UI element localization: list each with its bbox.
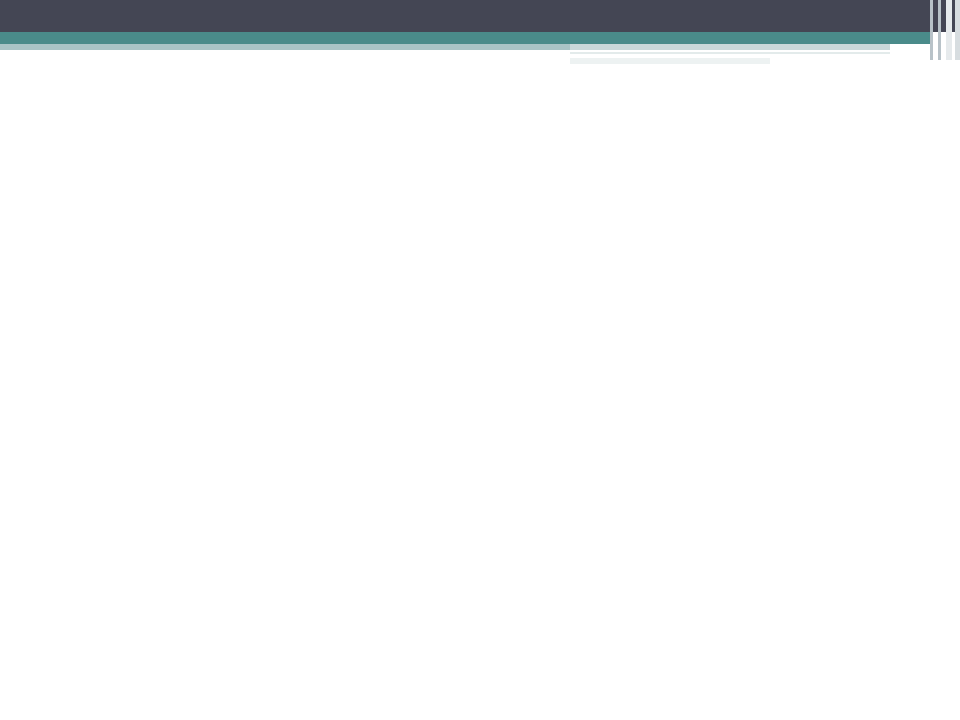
- corner-bar: [946, 0, 952, 60]
- header-light-stripe-right: [570, 44, 890, 50]
- header-bar: [0, 0, 960, 32]
- corner-bar: [930, 0, 933, 60]
- corner-bar: [955, 0, 960, 60]
- header-light-stripe: [0, 44, 570, 50]
- header-rule: [570, 52, 890, 54]
- polymer-chain-diagram: [580, 505, 930, 715]
- header-accent-stripe: [0, 32, 930, 44]
- header-rule-short: [570, 58, 770, 64]
- corner-bar: [938, 0, 941, 60]
